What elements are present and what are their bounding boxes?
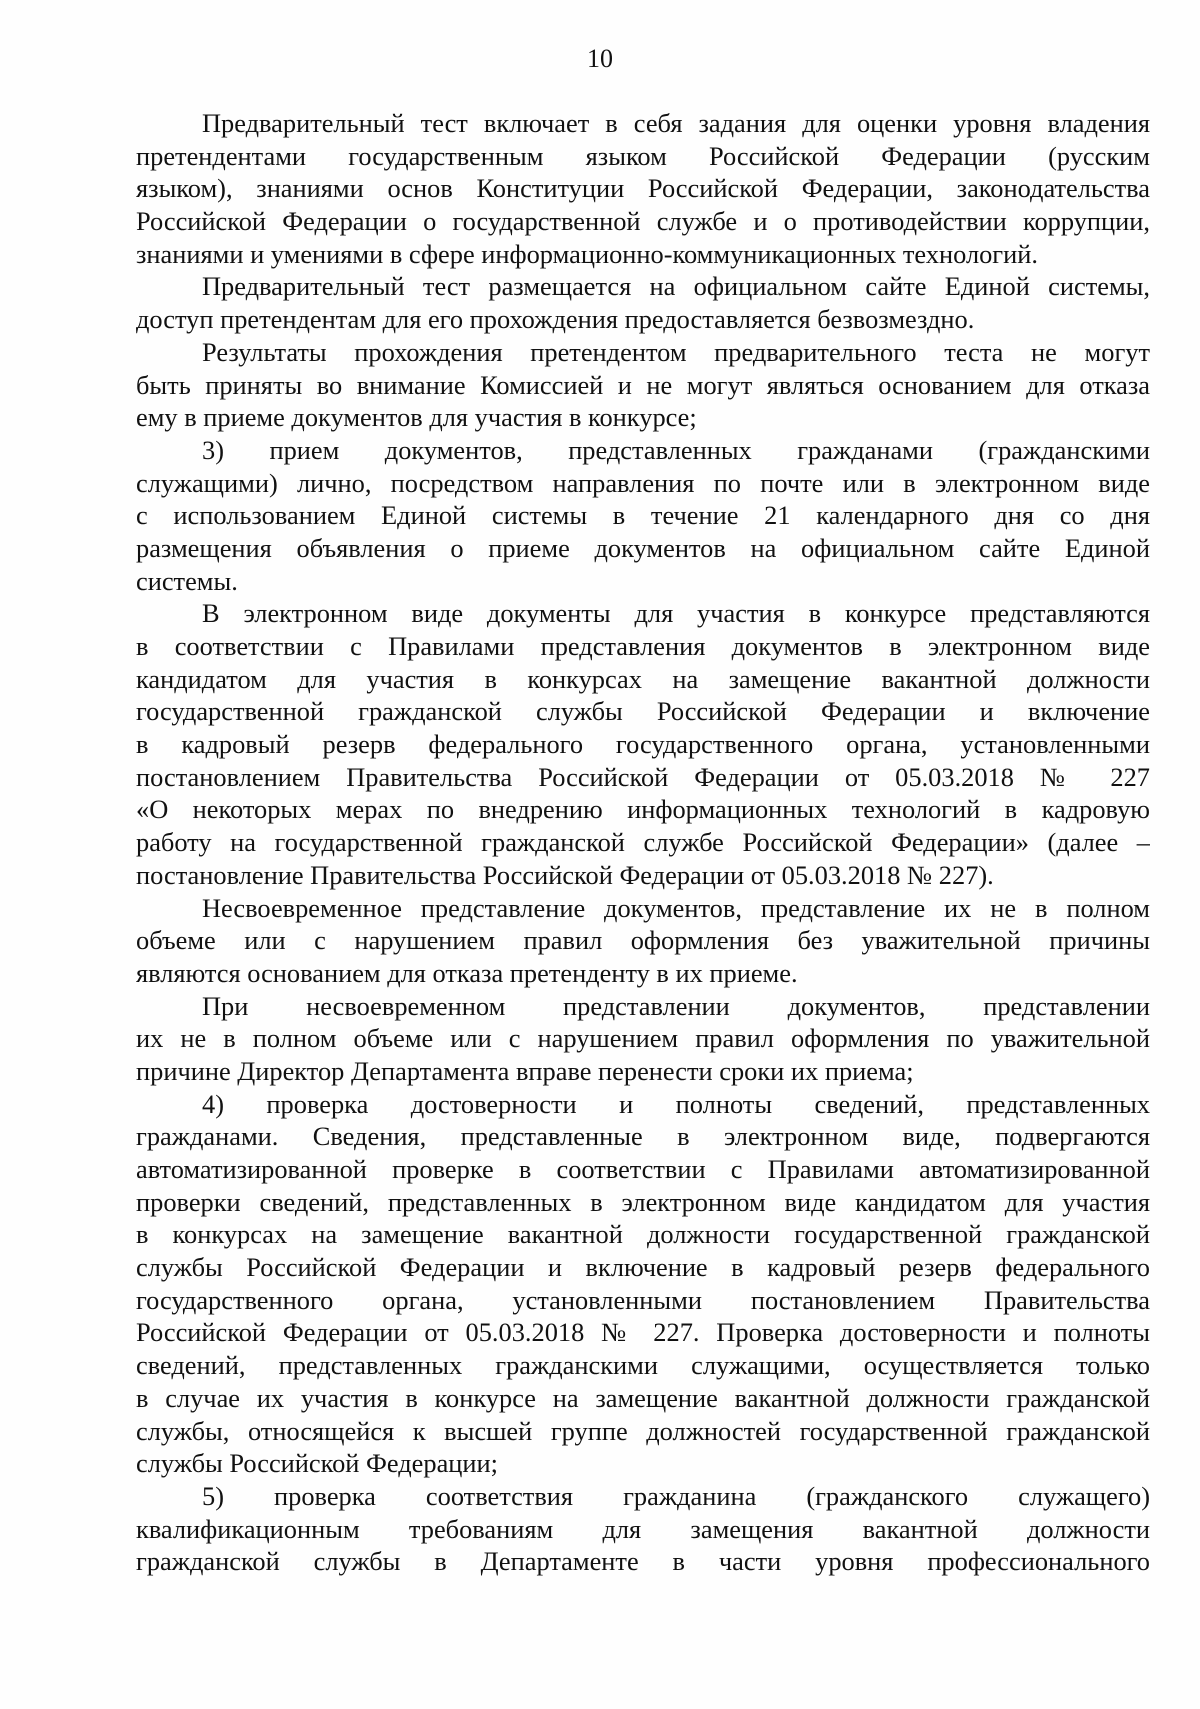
text-line: системы. [136,565,238,596]
text-line: быть приняты во внимание Комиссией и не могут являться основанием для отказа [136,369,1150,400]
text-line: Предварительный тест размещается на официальном сайте Единой системы, [202,271,1150,302]
text-line: проверки сведений, представленных в электронном виде кандидатом для участия [136,1186,1150,1217]
text-line: 4) проверка достоверности и полноты сведений, представленных [202,1088,1150,1119]
paragraph [136,107,1150,270]
text-line: доступ претендентам для его прохождения предоставляется безвозмездно. [136,304,975,335]
text-line: При несвоевременном представлении документов, представлении [202,990,1150,1021]
paragraph [136,336,1150,434]
text-line: Результаты прохождения претендентом предварительного теста не могут [202,336,1150,367]
text-line: претендентами государственным языком Российской Федерации (русским [136,140,1150,171]
text-line: В электронном виде документы для участия в конкурсе представляются [202,598,1150,629]
page-number: 10 [587,44,613,73]
text-line: постановление Правительства Российской Федерации от 05.03.2018 № 227). [136,859,994,890]
paragraph [136,892,1150,990]
document-body [136,107,1150,1578]
text-line: причине Директор Департамента вправе перенести сроки их приема; [136,1055,914,1086]
text-line: в случае их участия в конкурсе на замещение вакантной должности гражданской [136,1382,1150,1413]
text-line: службы Российской Федерации и включение в кадровый резерв федерального [136,1252,1150,1283]
text-line: гражданской службы в Департаменте в части уровня профессионального [136,1546,1150,1577]
text-line: объеме или с нарушением правил оформления без уважительной причины [136,925,1150,956]
text-line: их не в полном объеме или с нарушением правил оформления по уважительной [136,1023,1150,1054]
text-line: Российской Федерации о государственной службе и о противодействии коррупции, [136,206,1150,237]
text-line: Несвоевременное представление документов, представление их не в полном [202,892,1150,923]
paragraph [136,1088,1150,1480]
text-line: с использованием Единой системы в течение 21 календарного дня со дня [136,500,1150,531]
text-line: постановлением Правительства Российской Федерации от 05.03.2018 № 227 [136,761,1150,792]
text-line: «О некоторых мерах по внедрению информационных технологий в кадровую [136,794,1150,825]
paragraph [136,270,1150,335]
paragraph [136,434,1150,597]
text-line: в кадровый резерв федерального государственного органа, установленными [136,729,1150,760]
text-line: являются основанием для отказа претенденту в их приеме. [136,957,798,988]
text-line: Предварительный тест включает в себя задания для оценки уровня владения [202,108,1150,138]
text-line: работу на государственной гражданской службе Российской Федерации» (далее – [136,827,1150,858]
text-line: государственного органа, установленными постановлением Правительства [136,1284,1150,1315]
text-line: ему в приеме документов для участия в конкурсе; [136,402,697,433]
text-line: квалификационным требованиям для замещения вакантной должности [136,1513,1150,1544]
paragraph [136,1480,1150,1578]
text-line: размещения объявления о приеме документов на официальном сайте Единой [136,532,1150,563]
text-line: государственной гражданской службы Российской Федерации и включение [136,696,1150,727]
text-line: службы Российской Федерации; [136,1448,498,1479]
text-line: в соответствии с Правилами представления документов в электронном виде [136,631,1150,661]
text-line: службы, относящейся к высшей группе должностей государственной гражданской [136,1415,1150,1446]
text-line: сведений, представленных гражданскими служащими, осуществляется только [136,1350,1150,1381]
text-line: гражданами. Сведения, представленные в электронном виде, подвергаются [136,1121,1150,1152]
text-line: 5) проверка соответствия гражданина (гражданского служащего) [202,1480,1150,1511]
text-line: Российской Федерации от 05.03.2018 № 227. Проверка достоверности и полноты [136,1317,1150,1348]
text-line: автоматизированной проверке в соответствии с Правилами автоматизированной [136,1154,1150,1184]
text-line: в конкурсах на замещение вакантной должности государственной гражданской [136,1219,1150,1250]
text-line: знаниями и умениями в сфере информационно-коммуникационных технологий. [136,238,1038,269]
paragraph [136,990,1150,1088]
text-line: языком), знаниями основ Конституции Российской Федерации, законодательства [136,173,1150,204]
paragraph [136,597,1150,891]
text-line: служащими) лично, посредством направления по почте или в электронном виде [136,467,1150,498]
text-line: 3) прием документов, представленных гражданами (гражданскими [202,434,1150,465]
text-line: кандидатом для участия в конкурсах на замещение вакантной должности [136,663,1150,694]
